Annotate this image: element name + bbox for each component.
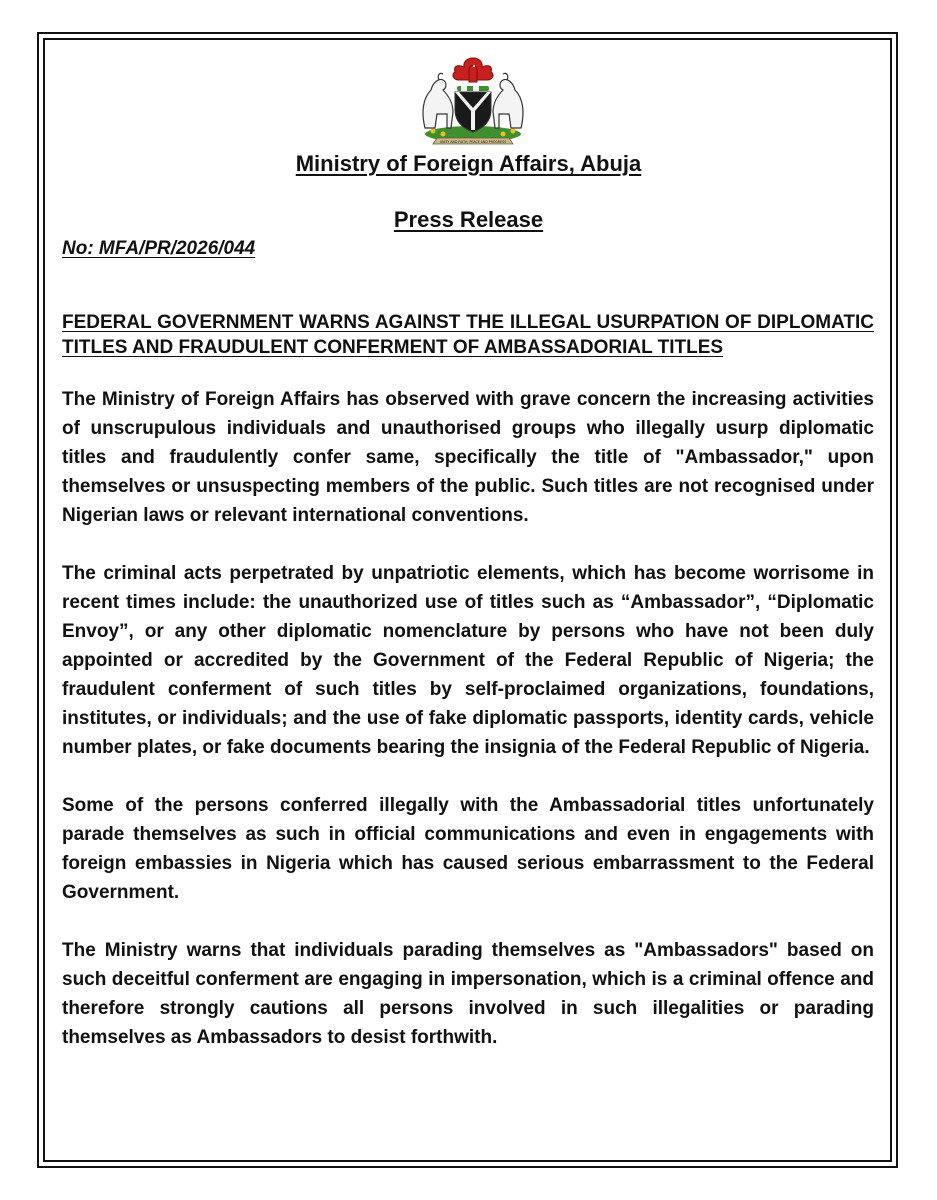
press-release-headline: FEDERAL GOVERNMENT WARNS AGAINST THE ILLEGAL USURPATION OF DIPLOMATIC TITLES AND FRAUDULENT CONFERMENT OF AMBASSADORIAL TITLES	[62, 312, 874, 358]
paragraph-4: The Ministry warns that individuals parading themselves as "Ambassadors" based on such deceitful conferment are engaging in impersonation, which is a criminal offence and therefore strongly cautions all persons involved in such illegalities or parading themselves as Ambassadors to desist forthwith.	[62, 940, 874, 1048]
paragraph-2: The criminal acts perpetrated by unpatriotic elements, which has become worrisome in recent times include: the unauthorized use of titles such as “Ambassador”, “Diplomatic Envoy”, or any other diplomatic nomenclature by persons who have not been duly appointed or accredited by the Government of the Federal Republic of Nigeria; the fraudulent conferment of such titles by self-proclaimed organizations, foundations, institutes, or individuals; and the use of fake diplomatic passports, identity cards, vehicle number plates, or fake documents bearing the insignia of the Federal Republic of Nigeria.	[62, 563, 874, 758]
crest-left-horse	[423, 79, 453, 128]
ministry-title: Ministry of Foreign Affairs, Abuja	[295, 151, 642, 176]
press-release-label: Press Release	[393, 207, 544, 232]
coat-of-arms-emblem	[403, 52, 543, 148]
crest-right-horse	[493, 79, 523, 128]
document-body	[62, 310, 874, 1081]
reference-number: No: MFA/PR/2026/044	[62, 238, 256, 259]
paragraph-3: Some of the persons conferred illegally with the Ambassadorial titles unfortunately parade themselves as such in official communications and even in engagements with foreign embassies in Nigeria which has caused serious embarrassment to the Federal Government.	[62, 795, 874, 903]
crest-motto-text: UNITY AND FAITH, PEACE AND PROGRESS	[439, 139, 507, 144]
paragraph-1: The Ministry of Foreign Affairs has observed with grave concern the increasing activities of unscrupulous individuals and unauthorised groups who illegally usurp diplomatic titles and fraudulently confer same, specifically the title of "Ambassador," upon themselves or unsuspecting members of the public. Such titles are not recognised under Nigerian laws or relevant international conventions.	[62, 389, 874, 526]
